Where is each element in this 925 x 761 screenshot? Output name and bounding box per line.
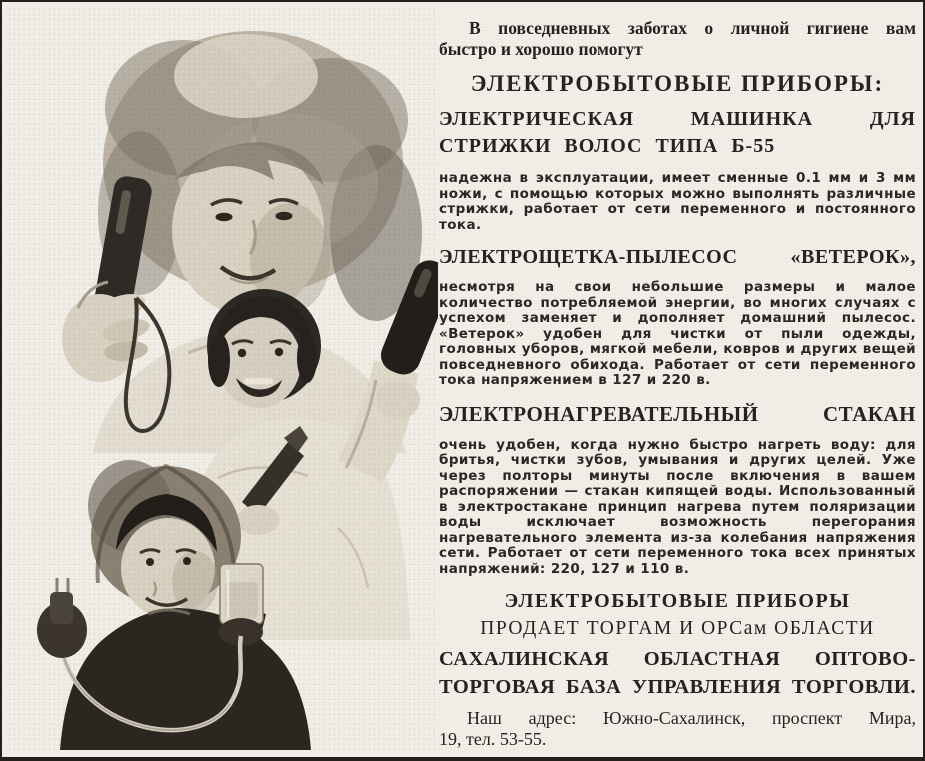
address-paragraph bbox=[439, 708, 916, 750]
halftone-photo-collage bbox=[8, 8, 438, 753]
intro-line-2: быстро и хорошо помогут bbox=[439, 39, 643, 59]
ad-copy-column bbox=[439, 18, 916, 750]
seller-heading bbox=[439, 645, 916, 701]
seller-heading-line-1: САХАЛИНСКАЯ ОБЛАСТНАЯ ОПТОВО- bbox=[439, 648, 916, 670]
halftone-texture bbox=[8, 8, 438, 753]
veterok-heading: ЭЛЕКТРОЩЕТКА-ПЫЛЕСОС «ВЕТЕРОК», bbox=[439, 246, 916, 268]
seller-line: ПРОДАЕТ ТОРГАМ И ОРСам ОБЛАСТИ bbox=[480, 618, 875, 639]
intro-paragraph bbox=[439, 18, 916, 60]
clipper-heading bbox=[439, 106, 916, 160]
photo-collage bbox=[8, 8, 438, 753]
stakan-heading: ЭЛЕКТРОНАГРЕВАТЕЛЬНЫЙ СТАКАН bbox=[439, 401, 916, 426]
clipper-heading-line-2: СТРИЖКИ ВОЛОС ТИПА Б-55 bbox=[439, 135, 776, 157]
seller-heading-line-2: ТОРГОВАЯ БАЗА УПРАВЛЕНИЯ ТОРГОВЛИ. bbox=[439, 676, 916, 698]
veterok-description: несмотря на свои небольшие размеры и малое количество потребляемой энергии, во многих случаях с успехом заменяет и дополняет домашний пылесос. «Ветерок» удобен для чистки от пыли одежды, головных уборов, мягкой мебели, ковров и других вещей повседневного обихода. Работает от сети переменного тока напряжением в 127 и 220 в. bbox=[439, 279, 916, 388]
intro-line-1: В повседневных заботах о личной гигиене вам bbox=[469, 18, 916, 38]
stakan-description: очень удобен, когда нужно быстро нагреть воду: для бритья, чистки зубов, умывания и других целей. Уже через полторы минуты после включения в вашем распоряжении — стакан кипящей воды. Использованный в электростакане принцип нагрева путем поляризации воды исключает возможность перегорания нагревательного элемента из-за колебания напряжения сети. Работает от сети переменного тока всех принятых напряжений: 220, 127 и 110 в. bbox=[439, 436, 916, 577]
main-heading: ЭЛЕКТРОБЫТОВЫЕ ПРИБОРЫ: bbox=[470, 71, 885, 96]
footer-heading: ЭЛЕКТРОБЫТОВЫЕ ПРИБОРЫ bbox=[504, 590, 851, 612]
clipper-heading-line-1: ЭЛЕКТРИЧЕСКАЯ МАШИНКА ДЛЯ bbox=[439, 108, 916, 130]
address-line-2: 19, тел. 53-55. bbox=[439, 729, 547, 749]
clipper-description: надежна в эксплуатации, имеет сменные 0.1 мм и 3 мм ножи, с помощью которых можно выполнять различные стрижки, работает от сети переменного и постоянного тока. bbox=[439, 170, 916, 233]
address-line-1: Наш адрес: Южно-Сахалинск, проспект Мира, bbox=[467, 708, 916, 728]
